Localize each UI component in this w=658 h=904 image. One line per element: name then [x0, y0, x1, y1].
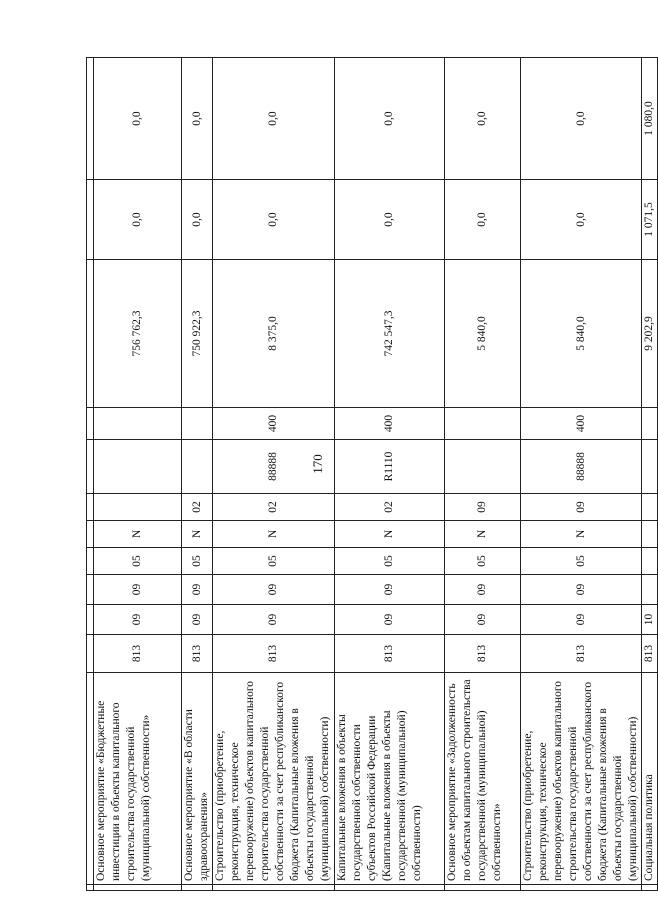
target-article-cell [642, 521, 658, 548]
expense-type-cell [642, 408, 658, 440]
spacer-cell [87, 260, 94, 408]
target-article-cell: 05 [335, 548, 445, 575]
grbs-cell: 813 [213, 635, 335, 673]
spacer-cell [87, 58, 94, 180]
expense-type-cell: 400 [335, 408, 445, 440]
target-article-cell: 05 [521, 548, 642, 575]
spacer-cell [87, 605, 94, 635]
expense-type-cell [445, 408, 521, 440]
amount-year-3-cell: 0,0 [213, 58, 335, 180]
amount-year-2-cell: 0,0 [445, 180, 521, 260]
budget-table [86, 57, 658, 891]
row-name-cell: Социальная политика [642, 673, 658, 885]
spacer-cell [87, 635, 94, 673]
row-name-cell: Строительство (приобретение, реконструкция, техническое перевооружение) объектов капитального строительства государственной собственности за счет республиканского бюджета (Капитальные вложения в объекты государственной (муниципальной) собственности) [213, 673, 335, 885]
spacer-cell [87, 521, 94, 548]
spacer-cell [87, 494, 94, 521]
target-article-cell: N [213, 521, 335, 548]
grbs-cell: 813 [521, 635, 642, 673]
spacer-cell [87, 673, 94, 885]
amount-year-3-cell: 1 080,0 [642, 58, 658, 180]
section-cell: 09 [521, 605, 642, 635]
spacer-cell [335, 885, 445, 891]
target-article-cell: R1110 [335, 440, 445, 494]
subsection-cell: 09 [445, 575, 521, 605]
target-article-cell: 88888 [521, 440, 642, 494]
grbs-cell: 813 [94, 635, 182, 673]
spacer-cell [445, 885, 521, 891]
target-article-cell: 02 [182, 494, 213, 521]
target-article-cell: 09 [445, 494, 521, 521]
spacer-cell [213, 885, 335, 891]
target-article-cell: 05 [445, 548, 521, 575]
section-cell: 09 [182, 605, 213, 635]
amount-year-1-cell: 9 202,9 [642, 260, 658, 408]
target-article-cell [94, 494, 182, 521]
amount-year-3-cell: 0,0 [94, 58, 182, 180]
amount-year-1-cell: 5 840,0 [521, 260, 642, 408]
section-cell: 09 [213, 605, 335, 635]
amount-year-3-cell: 0,0 [335, 58, 445, 180]
target-article-cell [94, 440, 182, 494]
amount-year-1-cell: 756 762,3 [94, 260, 182, 408]
target-article-cell: N [521, 521, 642, 548]
grbs-cell: 813 [642, 635, 658, 673]
row-name-cell: Строительство (приобретение, реконструкция, техническое перевооружение) объектов капитального строительства государственной собственности за счет республиканского бюджета (Капитальные вложения в объекты государственной (муниципальной) собственности) [521, 673, 642, 885]
spacer-cell [87, 180, 94, 260]
spacer-cell [94, 885, 182, 891]
amount-year-2-cell: 0,0 [182, 180, 213, 260]
target-article-cell [182, 440, 213, 494]
subsection-cell: 09 [182, 575, 213, 605]
table-row [213, 58, 335, 891]
amount-year-2-cell: 0,0 [213, 180, 335, 260]
amount-year-2-cell: 0,0 [94, 180, 182, 260]
amount-year-3-cell: 0,0 [182, 58, 213, 180]
table-row [182, 58, 213, 891]
section-cell: 09 [335, 605, 445, 635]
subsection-cell: 09 [94, 575, 182, 605]
target-article-cell [642, 494, 658, 521]
target-article-cell: 02 [213, 494, 335, 521]
table-row [642, 58, 658, 891]
expense-type-cell [182, 408, 213, 440]
grbs-cell: 813 [445, 635, 521, 673]
table-row [445, 58, 521, 891]
expense-type-cell [94, 408, 182, 440]
table-row [521, 58, 642, 891]
spacer-cell [87, 408, 94, 440]
spacer-cell [521, 885, 642, 891]
page-number: 170 [310, 454, 325, 474]
subsection-cell: 09 [213, 575, 335, 605]
section-cell: 09 [445, 605, 521, 635]
amount-year-2-cell: 1 071,5 [642, 180, 658, 260]
target-article-cell: 05 [94, 548, 182, 575]
table-top-strip [87, 58, 94, 891]
target-article-cell: N [335, 521, 445, 548]
target-article-cell: N [182, 521, 213, 548]
amount-year-1-cell: 5 840,0 [445, 260, 521, 408]
amount-year-1-cell: 742 547,3 [335, 260, 445, 408]
amount-year-3-cell: 0,0 [521, 58, 642, 180]
row-name-cell: Основное мероприятие «Задолженность по объектам капитального строительства государственной (муниципальной) собственности» [445, 673, 521, 885]
spacer-cell [87, 548, 94, 575]
target-article-cell: 05 [182, 548, 213, 575]
expense-type-cell: 400 [521, 408, 642, 440]
target-article-cell [445, 440, 521, 494]
grbs-cell: 813 [335, 635, 445, 673]
row-name-cell: Основное мероприятие «В области здравоохранения» [182, 673, 213, 885]
amount-year-2-cell: 0,0 [521, 180, 642, 260]
section-cell: 09 [94, 605, 182, 635]
target-article-cell: 02 [335, 494, 445, 521]
table-row [94, 58, 182, 891]
spacer-cell [87, 575, 94, 605]
row-name-cell: Капитальные вложения в объекты государственной собственности субъектов Российской Федерации (Капитальные вложения в объекты государственной (муниципальной) собственности) [335, 673, 445, 885]
table-row [335, 58, 445, 891]
target-article-cell: N [94, 521, 182, 548]
amount-year-1-cell: 750 922,3 [182, 260, 213, 408]
subsection-cell [642, 575, 658, 605]
target-article-cell [642, 440, 658, 494]
subsection-cell: 09 [521, 575, 642, 605]
budget-table-wrapper [86, 61, 655, 891]
expense-type-cell: 400 [213, 408, 335, 440]
amount-year-2-cell: 0,0 [335, 180, 445, 260]
target-article-cell: 09 [521, 494, 642, 521]
target-article-cell: 05 [213, 548, 335, 575]
amount-year-1-cell: 8 375,0 [213, 260, 335, 408]
spacer-cell [87, 440, 94, 494]
spacer-cell [642, 885, 658, 891]
target-article-cell: N [445, 521, 521, 548]
row-name-cell: Основное мероприятие «Бюджетные инвестиции в объекты капитального строительства государственной (муниципальной) собственности» [94, 673, 182, 885]
grbs-cell: 813 [182, 635, 213, 673]
amount-year-3-cell: 0,0 [445, 58, 521, 180]
spacer-cell [182, 885, 213, 891]
target-article-cell [642, 548, 658, 575]
subsection-cell: 09 [335, 575, 445, 605]
spacer-cell [87, 885, 94, 891]
section-cell: 10 [642, 605, 658, 635]
target-article-cell: 88888 [213, 440, 335, 494]
